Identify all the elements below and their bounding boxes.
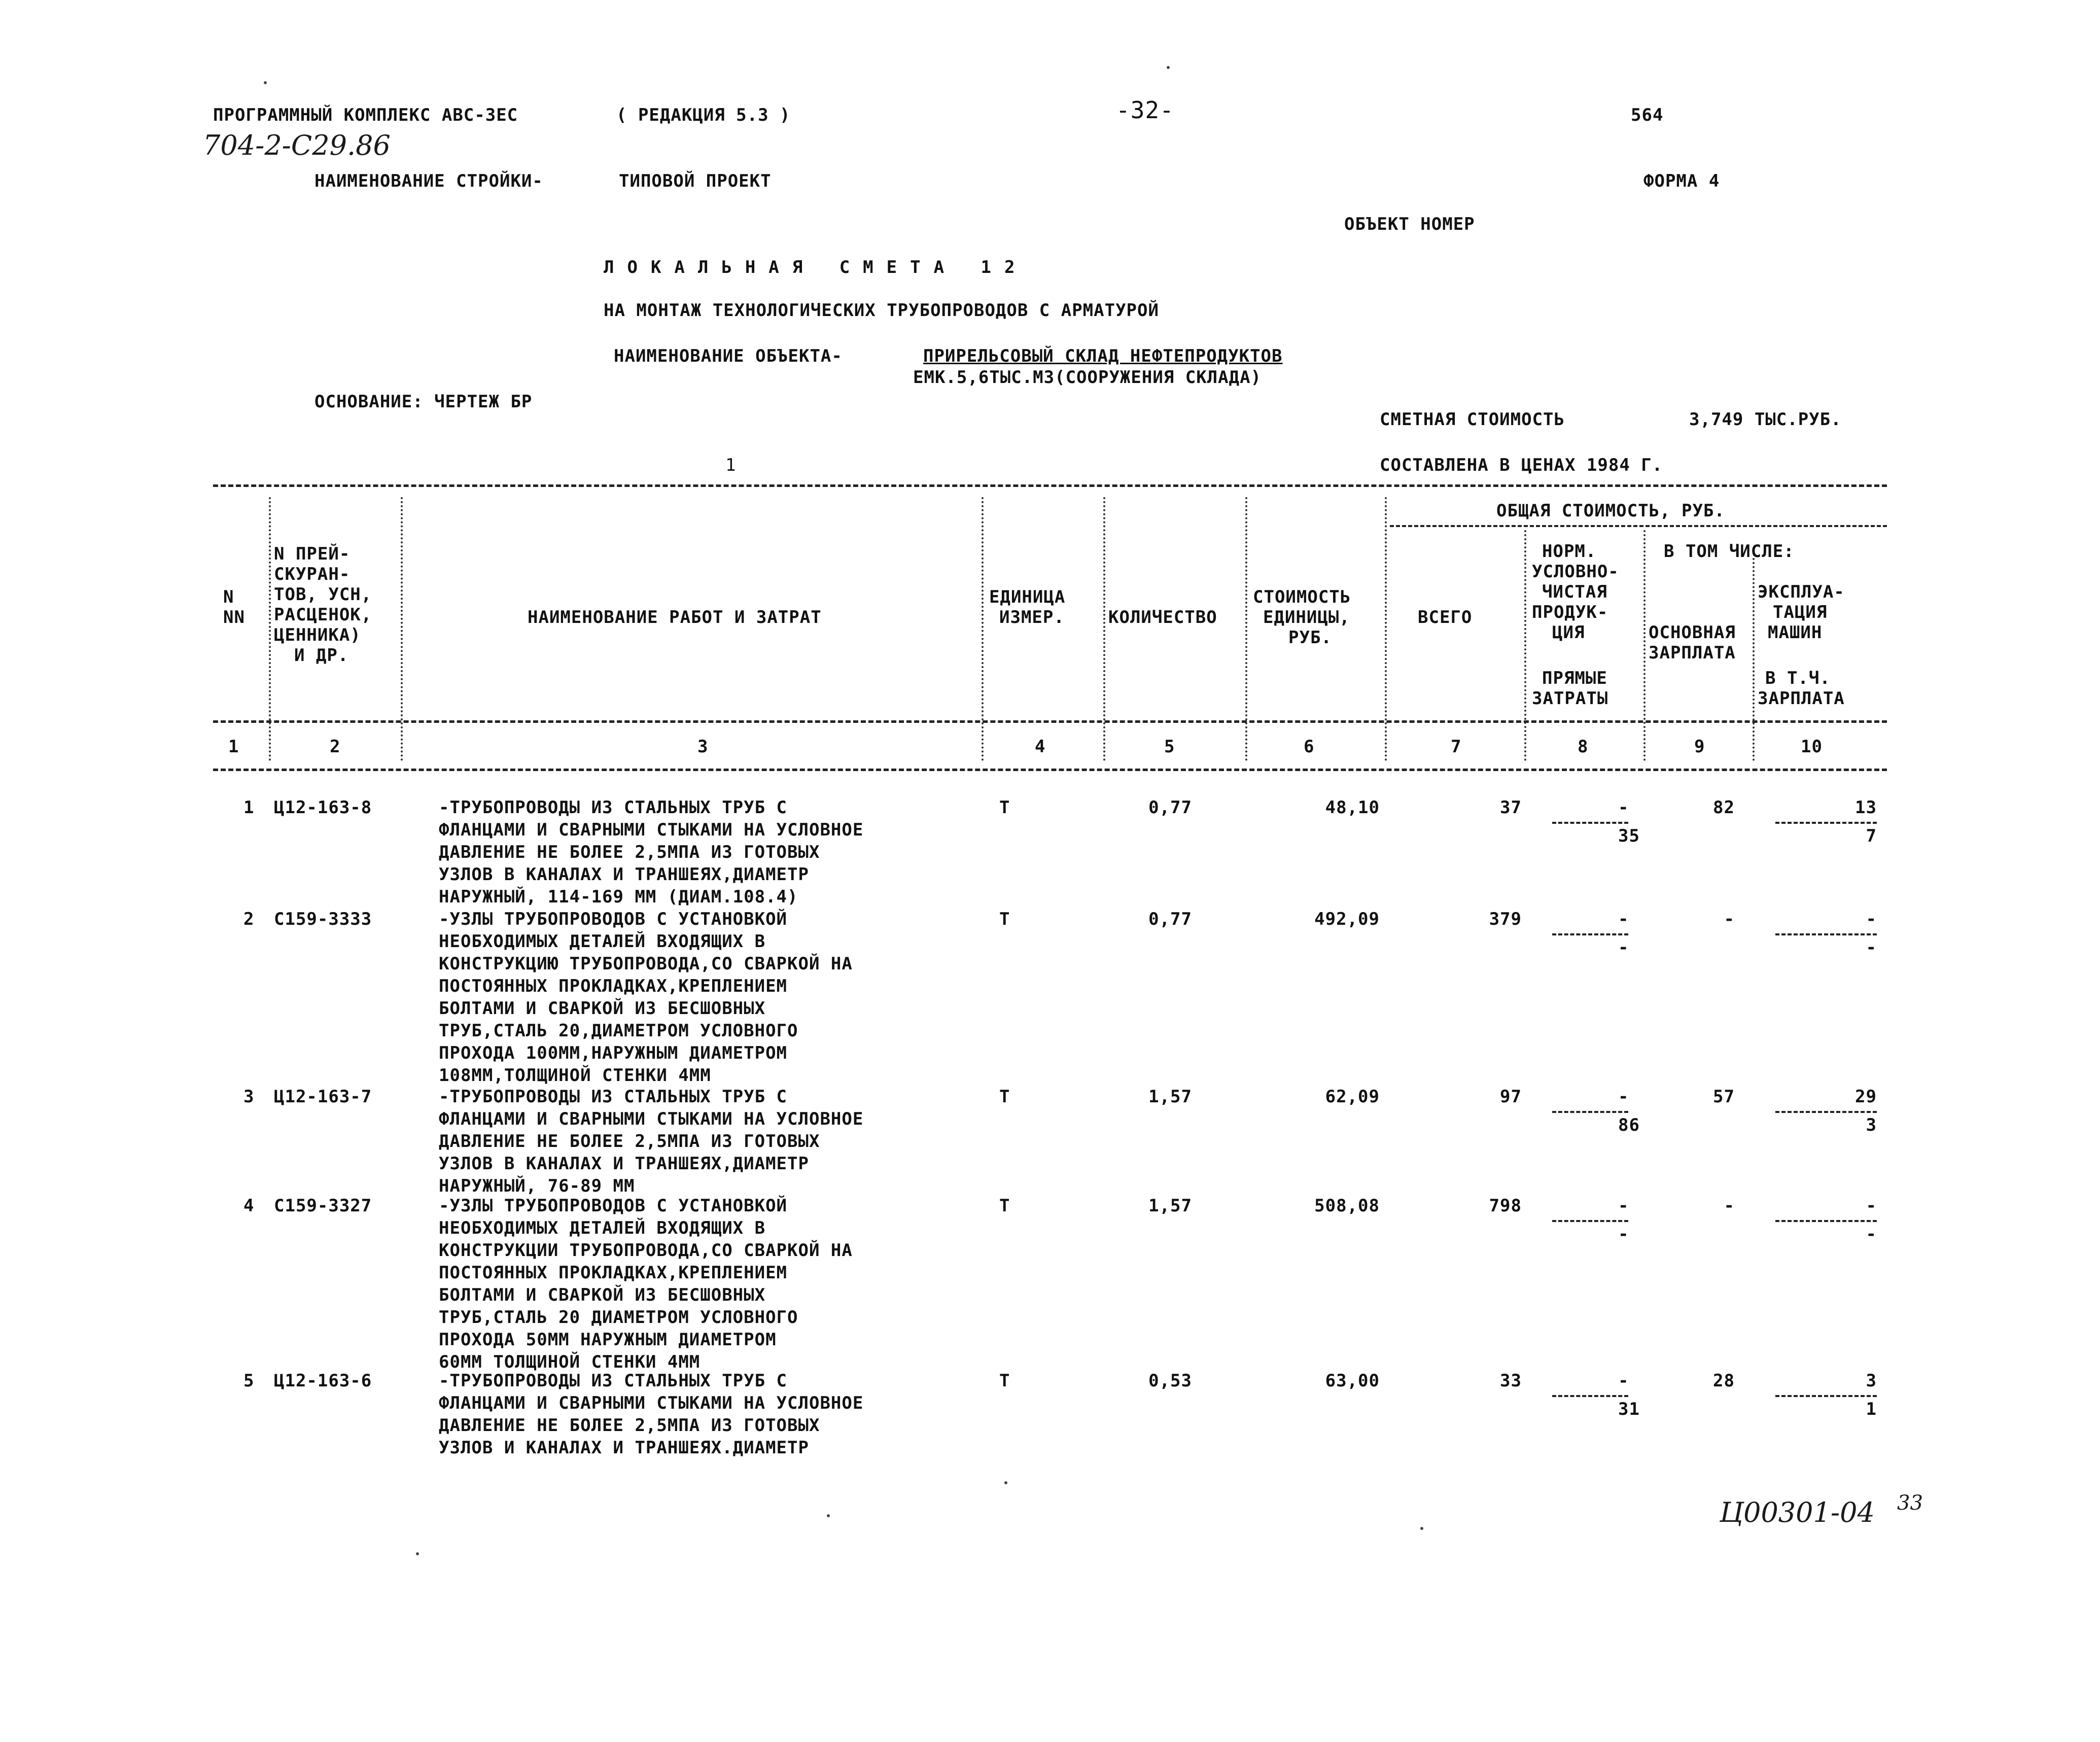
row-total: 798 — [1489, 1196, 1522, 1216]
col2-line: ТОВ, УСН, — [274, 584, 372, 605]
row-quantity: 1,57 — [1148, 1087, 1192, 1107]
page-number: -32- — [1116, 96, 1174, 124]
col-sep — [1103, 497, 1105, 761]
total-group-header: ОБЩАЯ СТОИМОСТЬ, РУБ. — [1496, 501, 1725, 521]
col8b-line: ЗАТРАТЫ — [1532, 688, 1608, 709]
row-code: С159-3327 — [274, 1196, 372, 1216]
row-description-line: ФЛАНЦАМИ И СВАРНЫМИ СТЫКАМИ НА УСЛОВНОЕ — [439, 1109, 864, 1129]
col9-line: ОСНОВНАЯ — [1649, 622, 1736, 643]
row-description-line: ПОСТОЯННЫХ ПРОКЛАДКАХ,КРЕПЛЕНИЕМ — [439, 976, 788, 996]
mark-1: 1 — [725, 455, 737, 475]
row-code: Ц12-163-7 — [274, 1087, 372, 1107]
col-header-3: НАИМЕНОВАНИЕ РАБОТ И ЗАТРАТ — [528, 607, 822, 628]
group-rule — [1390, 525, 1887, 527]
row-col8-top: - — [1618, 1087, 1629, 1107]
row-col8-top: - — [1618, 797, 1629, 818]
scan-speck — [1167, 66, 1170, 69]
row-description-line: НЕОБХОДИМЫХ ДЕТАЛЕЙ ВХОДЯЩИХ В — [439, 931, 766, 952]
row-col10-bottom: 7 — [1866, 826, 1877, 846]
row-total: 33 — [1500, 1371, 1522, 1391]
cell-split-rule — [1775, 933, 1877, 935]
row-unit: Т — [999, 909, 1010, 929]
col8b-line: ПРЯМЫЕ — [1542, 668, 1607, 688]
row-total: 379 — [1489, 909, 1522, 929]
row-code: Ц12-163-6 — [274, 1371, 372, 1391]
cell-split-rule — [1775, 1220, 1877, 1222]
col-sep — [401, 497, 403, 761]
col-number: 8 — [1578, 737, 1589, 757]
cell-split-rule — [1552, 822, 1628, 824]
cell-split-rule — [1775, 822, 1877, 824]
row-col9: 28 — [1713, 1371, 1735, 1391]
scan-speck — [1004, 1481, 1007, 1484]
row-col10-top: - — [1866, 909, 1877, 929]
col-header-7: ВСЕГО — [1418, 607, 1473, 628]
row-quantity: 1,57 — [1148, 1196, 1192, 1216]
price-level: СОСТАВЛЕНА В ЦЕНАХ 1984 Г. — [1380, 455, 1663, 475]
row-col10-bottom: - — [1866, 1224, 1877, 1244]
row-col9: 82 — [1713, 797, 1735, 818]
construction-label: НАИМЕНОВАНИЕ СТРОЙКИ- — [314, 171, 543, 191]
estimate-subtitle: НА МОНТАЖ ТЕХНОЛОГИЧЕСКИХ ТРУБОПРОВОДОВ С АРМАТУРОЙ — [604, 300, 1159, 321]
col-number: 6 — [1304, 737, 1315, 757]
footer-handwritten: Ц00301-04 — [1720, 1496, 1875, 1528]
col8-line: ЧИСТАЯ — [1542, 582, 1607, 602]
row-description-line: НАРУЖНЫЙ, 76-89 ММ — [439, 1176, 635, 1196]
row-col8-top: - — [1618, 909, 1629, 929]
col10-line: ТАЦИЯ — [1773, 602, 1828, 622]
col-sep — [1753, 558, 1755, 761]
col-number: 4 — [1035, 737, 1046, 757]
row-unit: Т — [999, 1196, 1010, 1216]
col2-line: СКУРАН- — [274, 564, 351, 584]
col10b-line: ЗАРПЛАТА — [1758, 688, 1845, 709]
row-description-line: ТРУБ,СТАЛЬ 20 ДИАМЕТРОМ УСЛОВНОГО — [439, 1307, 798, 1328]
basis: ОСНОВАНИЕ: ЧЕРТЕЖ БР — [314, 392, 533, 412]
col-sep — [1385, 497, 1387, 761]
row-col10-top: 29 — [1855, 1087, 1877, 1107]
row-number: 1 — [243, 797, 255, 818]
scan-speck — [1420, 1527, 1423, 1530]
row-description-line: -ТРУБОПРОВОДЫ ИЗ СТАЛЬНЫХ ТРУБ С — [439, 797, 788, 818]
row-quantity: 0,53 — [1148, 1371, 1192, 1391]
object-line-2: ЕМК.5,6ТЫС.М3(СООРУЖЕНИЯ СКЛАДА) — [913, 367, 1262, 388]
col10-line: МАШИН — [1768, 622, 1823, 643]
row-description-line: КОНСТРУКЦИЮ ТРУБОПРОВОДА,СО СВАРКОЙ НА — [439, 954, 853, 974]
col-number: 10 — [1801, 737, 1823, 757]
col6-line: РУБ. — [1288, 628, 1332, 648]
row-quantity: 0,77 — [1148, 909, 1192, 929]
table-top-rule — [213, 484, 1887, 487]
row-unit-price: 63,00 — [1325, 1371, 1380, 1391]
row-description-line: ФЛАНЦАМИ И СВАРНЫМИ СТЫКАМИ НА УСЛОВНОЕ — [439, 820, 864, 840]
cost-value: 3,749 ТЫС.РУБ. — [1689, 409, 1842, 430]
col-number: 7 — [1451, 737, 1462, 757]
row-description-line: ПОСТОЯННЫХ ПРОКЛАДКАХ,КРЕПЛЕНИЕМ — [439, 1263, 788, 1283]
row-code: Ц12-163-8 — [274, 797, 372, 818]
cell-split-rule — [1552, 1220, 1628, 1222]
row-code: С159-3333 — [274, 909, 372, 929]
row-description-line: УЗЛОВ И КАНАЛАХ И ТРАНШЕЯХ.ДИАМЕТР — [439, 1438, 809, 1458]
row-unit-price: 508,08 — [1314, 1196, 1380, 1216]
object-label: НАИМЕНОВАНИЕ ОБЪЕКТА- — [614, 346, 843, 366]
col-sep — [269, 497, 271, 761]
row-description-line: КОНСТРУКЦИИ ТРУБОПРОВОДА,СО СВАРКОЙ НА — [439, 1240, 853, 1261]
row-description-line: ФЛАНЦАМИ И СВАРНЫМИ СТЫКАМИ НА УСЛОВНОЕ — [439, 1393, 864, 1413]
col9-line: ЗАРПЛАТА — [1649, 643, 1736, 663]
row-number: 3 — [243, 1087, 255, 1107]
cell-split-rule — [1552, 1111, 1628, 1113]
header-bottom-rule — [213, 720, 1887, 723]
row-number: 2 — [243, 909, 255, 929]
row-col10-top: 13 — [1855, 797, 1877, 818]
col-sep — [1524, 530, 1526, 761]
row-unit: Т — [999, 1087, 1010, 1107]
estimate-title: ЛОКАЛЬНАЯ СМЕТА 12 — [604, 257, 1028, 277]
row-col9: 57 — [1713, 1087, 1735, 1107]
row-unit-price: 62,09 — [1325, 1087, 1380, 1107]
col6-line: СТОИМОСТЬ — [1253, 587, 1351, 607]
row-description-line: ТРУБ,СТАЛЬ 20,ДИАМЕТРОМ УСЛОВНОГО — [439, 1021, 798, 1041]
col6-line: ЕДИНИЦЫ, — [1263, 607, 1350, 628]
row-description-line: ДАВЛЕНИЕ НЕ БОЛЕЕ 2,5МПА ИЗ ГОТОВЫХ — [439, 1131, 820, 1152]
row-description-line: БОЛТАМИ И СВАРКОЙ ИЗ БЕСШОВНЫХ — [439, 998, 766, 1019]
form-label: ФОРМА 4 — [1643, 171, 1720, 191]
col8-line: ПРОДУК- — [1532, 602, 1608, 622]
object-number: ОБЪЕКТ НОМЕР — [1344, 214, 1475, 234]
col4-line: ИЗМЕР. — [999, 607, 1065, 628]
row-description-line: УЗЛОВ В КАНАЛАХ И ТРАНШЕЯХ,ДИАМЕТР — [439, 864, 809, 885]
row-description-line: НЕОБХОДИМЫХ ДЕТАЛЕЙ ВХОДЯЩИХ В — [439, 1218, 766, 1238]
row-description-line: УЗЛОВ В КАНАЛАХ И ТРАНШЕЯХ,ДИАМЕТР — [439, 1154, 809, 1174]
cell-split-rule — [1775, 1395, 1877, 1397]
row-description-line: ДАВЛЕНИЕ НЕ БОЛЕЕ 2,5МПА ИЗ ГОТОВЫХ — [439, 842, 820, 862]
cost-label: СМЕТНАЯ СТОИМОСТЬ — [1380, 409, 1565, 430]
incl-header: В ТОМ ЧИСЛЕ: — [1664, 541, 1795, 562]
col8-line: НОРМ. — [1542, 541, 1597, 562]
col8-line: ЦИЯ — [1552, 622, 1585, 643]
col-sep — [1245, 497, 1247, 761]
row-description-line: НАРУЖНЫЙ, 114-169 ММ (ДИАМ.108.4) — [439, 887, 798, 907]
row-unit-price: 492,09 — [1314, 909, 1380, 929]
cell-split-rule — [1775, 1111, 1877, 1113]
col10b-line: В Т.Ч. — [1765, 668, 1831, 688]
col-number: 2 — [330, 737, 341, 757]
row-description-line: -УЗЛЫ ТРУБОПРОВОДОВ С УСТАНОВКОЙ — [439, 1196, 788, 1216]
col-number: 3 — [697, 737, 709, 757]
footer-page: 33 — [1897, 1491, 1923, 1515]
cell-split-rule — [1552, 1395, 1628, 1397]
row-description-line: ПРОХОДА 50ММ НАРУЖНЫМ ДИАМЕТРОМ — [439, 1330, 777, 1350]
program-edition: ( РЕДАКЦИЯ 5.3 ) — [616, 105, 791, 125]
col1-line: NN — [223, 607, 245, 628]
col4-line: ЕДИНИЦА — [989, 587, 1066, 607]
row-col9: - — [1724, 909, 1735, 929]
doc-number: 564 — [1631, 105, 1664, 125]
scan-speck — [264, 81, 267, 84]
row-total: 97 — [1500, 1087, 1522, 1107]
row-description-line: 60ММ ТОЛЩИНОЙ СТЕНКИ 4ММ — [439, 1352, 701, 1372]
row-unit: Т — [999, 797, 1010, 818]
row-description-line: ДАВЛЕНИЕ НЕ БОЛЕЕ 2,5МПА ИЗ ГОТОВЫХ — [439, 1415, 820, 1436]
row-description-line: -УЗЛЫ ТРУБОПРОВОДОВ С УСТАНОВКОЙ — [439, 909, 788, 929]
col-sep — [1643, 530, 1646, 761]
row-col9: - — [1724, 1196, 1735, 1216]
col2-line: РАСЦЕНОК, — [274, 605, 372, 625]
col-number: 1 — [228, 737, 239, 757]
row-col8-bottom: 35 — [1618, 826, 1640, 846]
row-unit-price: 48,10 — [1325, 797, 1380, 818]
row-description-line: ПРОХОДА 100ММ,НАРУЖНЫМ ДИАМЕТРОМ — [439, 1043, 788, 1063]
row-description-line: БОЛТАМИ И СВАРКОЙ ИЗ БЕСШОВНЫХ — [439, 1285, 766, 1305]
handwritten-code: 704-2-С29.86 — [203, 129, 391, 161]
scan-speck — [416, 1552, 419, 1555]
col10-line: ЭКСПЛУА- — [1758, 582, 1845, 602]
row-col10-bottom: 3 — [1866, 1115, 1877, 1135]
col2-line: N ПРЕЙ- — [274, 544, 351, 564]
row-col10-bottom: - — [1866, 937, 1877, 958]
numbers-bottom-rule — [213, 769, 1887, 771]
row-col8-bottom: - — [1618, 1224, 1629, 1244]
row-number: 4 — [243, 1196, 255, 1216]
row-col10-top: - — [1866, 1196, 1877, 1216]
row-col8-bottom: 86 — [1618, 1115, 1640, 1135]
col1-line: N — [223, 587, 234, 607]
row-unit: Т — [999, 1371, 1010, 1391]
row-col8-bottom: - — [1618, 937, 1629, 958]
col-number: 9 — [1694, 737, 1705, 757]
row-description-line: 108ММ,ТОЛЩИНОЙ СТЕНКИ 4ММ — [439, 1065, 711, 1086]
col8-line: УСЛОВНО- — [1532, 562, 1619, 582]
row-description-line: -ТРУБОПРОВОДЫ ИЗ СТАЛЬНЫХ ТРУБ С — [439, 1087, 788, 1107]
col2-line: И ДР. — [294, 645, 349, 666]
col2-line: ЦЕННИКА) — [274, 625, 361, 645]
row-col10-top: 3 — [1866, 1371, 1877, 1391]
construction-value: ТИПОВОЙ ПРОЕКТ — [619, 171, 772, 191]
col-sep — [982, 497, 984, 761]
row-col8-top: - — [1618, 1371, 1629, 1391]
program-name: ПРОГРАММНЫЙ КОМПЛЕКС АВС-3ЕС — [213, 105, 518, 125]
row-number: 5 — [243, 1371, 255, 1391]
row-total: 37 — [1500, 797, 1522, 818]
row-description-line: -ТРУБОПРОВОДЫ ИЗ СТАЛЬНЫХ ТРУБ С — [439, 1371, 788, 1391]
row-col10-bottom: 1 — [1866, 1399, 1877, 1419]
scan-speck — [827, 1514, 830, 1517]
row-col8-bottom: 31 — [1618, 1399, 1640, 1419]
cell-split-rule — [1552, 933, 1628, 935]
row-quantity: 0,77 — [1148, 797, 1192, 818]
object-line-1: ПРИРЕЛЬСОВЫЙ СКЛАД НЕФТЕПРОДУКТОВ — [923, 346, 1283, 366]
row-col8-top: - — [1618, 1196, 1629, 1216]
col-number: 5 — [1164, 737, 1175, 757]
col-header-5: КОЛИЧЕСТВО — [1108, 607, 1217, 628]
